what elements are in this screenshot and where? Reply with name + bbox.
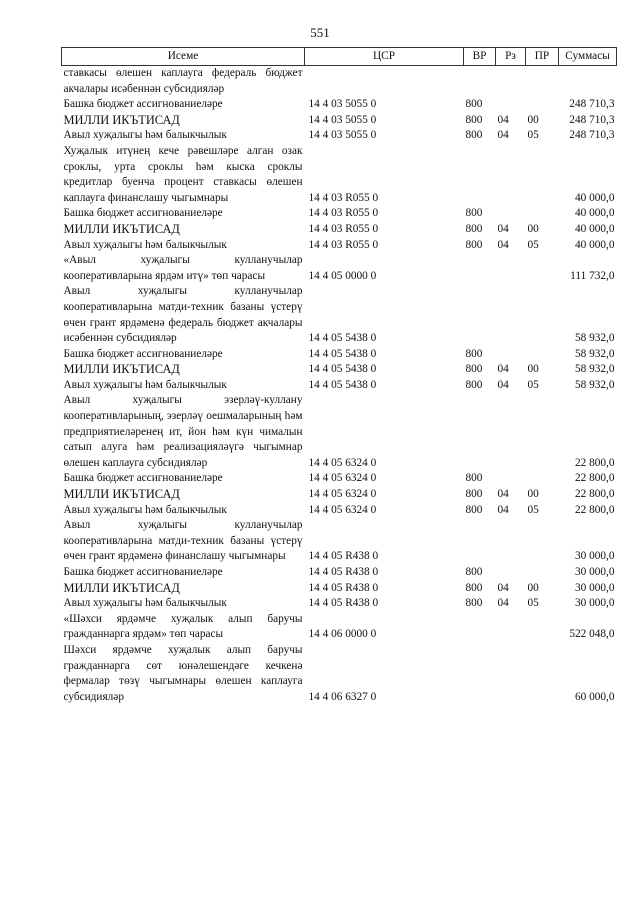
cell-vr: 800 — [465, 472, 483, 485]
table-row — [62, 487, 617, 503]
cell-name: Авыл хуҗалыгы һәм балыкчылык — [63, 129, 227, 142]
cell-pr: 00 — [527, 581, 539, 594]
cell-name: ставкасы өлешен каплауга федераль бюджет акчалары исәбеннән субсидияләр — [63, 67, 303, 95]
cell-vr: 800 — [465, 503, 483, 516]
cell-rz — [496, 206, 526, 222]
table-row — [62, 643, 617, 705]
cell-rz: 04 — [497, 581, 509, 594]
cell-sum: 22 800,0 — [574, 503, 615, 516]
cell-rz — [496, 97, 526, 113]
cell-rz — [496, 144, 526, 206]
cell-rz — [496, 284, 526, 346]
cell-vr — [464, 66, 496, 98]
cell-pr — [526, 206, 559, 222]
cell-vr — [464, 253, 496, 284]
cell-csr: 14 4 05 5438 0 — [308, 332, 377, 345]
cell-name: МИЛЛИ ИКЪТИСАД — [63, 112, 180, 127]
cell-rz: 04 — [497, 488, 509, 501]
budget-table — [61, 47, 617, 705]
cell-pr — [526, 284, 559, 346]
cell-vr: 800 — [465, 129, 483, 142]
cell-vr: 800 — [465, 378, 483, 391]
cell-name: Башка бюджет ассигнованиеләре — [63, 347, 223, 360]
cell-name: Авыл хуҗалыгы һәм балыкчылык — [63, 238, 227, 251]
cell-name: Шәхси ярдәмче хуҗалык алып баручы гражданнарга сөт юнәлешендәге кечкенә фермалар төзү чыгымнары өлешен каплауга субсидияләр — [63, 643, 303, 703]
cell-pr: 05 — [527, 503, 539, 516]
cell-sum: 248 710,3 — [569, 98, 615, 111]
cell-csr: 14 4 05 5438 0 — [308, 347, 377, 360]
cell-pr: 00 — [527, 363, 539, 376]
cell-rz: 04 — [497, 113, 509, 126]
column-header-sum: Суммасы — [559, 48, 617, 66]
cell-pr — [526, 253, 559, 284]
cell-csr: 14 4 03 R055 0 — [308, 191, 379, 204]
cell-pr: 05 — [527, 238, 539, 251]
cell-sum: 58 932,0 — [574, 347, 615, 360]
cell-rz — [496, 66, 526, 98]
cell-sum: 522 048,0 — [569, 628, 615, 641]
cell-sum: 40 000,0 — [574, 191, 615, 204]
cell-vr: 800 — [465, 113, 483, 126]
cell-name: Авыл хуҗалыгы һәм балыкчылык — [63, 597, 227, 610]
cell-rz: 04 — [497, 129, 509, 142]
table-row — [62, 97, 617, 113]
cell-name: «Авыл хуҗалыгы кулланучылар кооперативларына ярдәм итү» төп чарасы — [63, 254, 303, 282]
cell-rz: 04 — [497, 222, 509, 235]
cell-sum: 248 710,3 — [569, 129, 615, 142]
cell-sum: 248 710,3 — [569, 113, 615, 126]
table-row — [62, 347, 617, 363]
cell-pr — [526, 97, 559, 113]
cell-rz — [496, 393, 526, 471]
cell-rz — [496, 643, 526, 705]
cell-vr: 800 — [465, 238, 483, 251]
cell-vr — [464, 518, 496, 565]
cell-name: Авыл хуҗалыгы һәм балыкчылык — [63, 503, 227, 516]
page-number: 551 — [310, 25, 330, 40]
cell-rz — [496, 253, 526, 284]
cell-vr: 800 — [465, 222, 483, 235]
table-row — [62, 66, 617, 98]
cell-sum: 111 732,0 — [570, 269, 615, 282]
cell-rz: 04 — [497, 378, 509, 391]
cell-name: «Шәхси ярдәмче хуҗалык алып баручы гражданнарга ярдәм» төп чарасы — [63, 612, 303, 641]
table-row — [62, 284, 617, 346]
table-row — [62, 518, 617, 565]
table-row — [62, 206, 617, 222]
table-body — [62, 66, 617, 706]
table-header-row — [62, 48, 617, 66]
cell-sum: 58 932,0 — [574, 332, 615, 345]
cell-sum: 40 000,0 — [574, 222, 615, 235]
cell-name: Авыл хуҗалыгы һәм балыкчылык — [63, 378, 227, 391]
cell-csr: 14 4 03 R055 0 — [308, 222, 379, 235]
cell-pr — [526, 393, 559, 471]
cell-csr: 14 4 03 5055 0 — [308, 129, 377, 142]
cell-sum: 58 932,0 — [574, 363, 615, 376]
table-row — [62, 253, 617, 284]
cell-rz — [496, 471, 526, 487]
cell-name: Хуҗалык итүнең кече рәвешләре алган озак сроклы, урта сроклы һәм кыска сроклы кредитлар буенча процент ставкасы өлешен каплауга финанслашу чыгымнары — [63, 144, 303, 204]
cell-pr — [526, 347, 559, 363]
cell-vr: 800 — [465, 207, 483, 220]
cell-csr: 14 4 06 6327 0 — [308, 690, 377, 703]
cell-rz — [496, 347, 526, 363]
cell-name: Авыл хуҗалыгы эзерләү-куллану кооперативларының, эзерләү оешмаларының һәм предприятиеләренең ит, йон һәм күн чималын сатып алуга һәм реализацияләүгә чыгымнар өлешен каплауга субсидияләр — [63, 394, 303, 469]
cell-vr — [464, 393, 496, 471]
cell-vr: 800 — [465, 347, 483, 360]
cell-sum: 30 000,0 — [574, 597, 615, 610]
table-row — [62, 596, 617, 612]
table-row — [62, 362, 617, 378]
cell-pr — [526, 471, 559, 487]
cell-name: Башка бюджет ассигнованиеләре — [63, 566, 223, 578]
table-row — [62, 471, 617, 487]
cell-pr: 05 — [527, 129, 539, 142]
cell-name: МИЛЛИ ИКЪТИСАД — [63, 221, 180, 236]
cell-csr: 14 4 06 0000 0 — [308, 628, 377, 641]
cell-sum: 30 000,0 — [574, 581, 615, 594]
cell-rz: 04 — [497, 597, 509, 610]
cell-vr — [464, 612, 496, 643]
cell-rz: 04 — [497, 363, 509, 376]
cell-sum: 30 000,0 — [574, 550, 615, 563]
cell-name: МИЛЛИ ИКЪТИСАД — [63, 362, 180, 377]
table-row — [62, 144, 617, 206]
cell-rz: 04 — [497, 503, 509, 516]
cell-csr: 14 4 05 R438 0 — [308, 566, 379, 578]
cell-rz: 04 — [497, 238, 509, 251]
table-row — [62, 222, 617, 238]
table-row — [62, 128, 617, 144]
cell-pr — [526, 643, 559, 705]
table-row — [62, 113, 617, 129]
cell-sum: 60 000,0 — [574, 690, 615, 703]
cell-csr: 14 4 05 6324 0 — [308, 503, 377, 516]
cell-rz — [496, 518, 526, 565]
cell-csr: 14 4 05 R438 0 — [308, 550, 379, 563]
cell-sum: 40 000,0 — [574, 238, 615, 251]
column-header-name: Исеме — [62, 48, 305, 66]
cell-csr: 14 4 05 R438 0 — [308, 581, 379, 594]
cell-vr: 800 — [465, 566, 483, 578]
cell-pr: 05 — [527, 378, 539, 391]
cell-pr — [526, 565, 559, 581]
cell-name: Башка бюджет ассигнованиеләре — [63, 207, 223, 220]
cell-csr: 14 4 03 5055 0 — [308, 113, 377, 126]
cell-sum — [559, 66, 617, 98]
table-row — [62, 565, 617, 581]
cell-csr — [305, 66, 464, 98]
cell-csr: 14 4 03 R055 0 — [308, 238, 379, 251]
cell-pr — [526, 66, 559, 98]
column-header-rz: Рз — [496, 48, 526, 66]
cell-sum: 58 932,0 — [574, 378, 615, 391]
cell-name: Авыл хуҗалыгы кулланучылар кооперативларына матди-техник базаны үстерү өчен грант ярдәменә финанслашу чыгымнары — [63, 519, 303, 563]
cell-vr: 800 — [465, 581, 483, 594]
cell-csr: 14 4 05 R438 0 — [308, 597, 379, 610]
cell-csr: 14 4 05 5438 0 — [308, 378, 377, 391]
column-header-vr: ВР — [464, 48, 496, 66]
cell-csr: 14 4 05 6324 0 — [308, 456, 377, 469]
cell-rz — [496, 565, 526, 581]
cell-name: МИЛЛИ ИКЪТИСАД — [63, 487, 180, 502]
table-row — [62, 612, 617, 643]
cell-vr: 800 — [465, 597, 483, 610]
cell-pr: 00 — [527, 222, 539, 235]
column-header-pr: ПР — [526, 48, 559, 66]
cell-pr: 05 — [527, 597, 539, 610]
table-row — [62, 503, 617, 519]
cell-sum: 22 800,0 — [574, 456, 615, 469]
cell-sum: 40 000,0 — [574, 207, 615, 220]
cell-vr — [464, 643, 496, 705]
cell-name: Башка бюджет ассигнованиеләре — [63, 98, 223, 111]
cell-sum: 22 800,0 — [574, 472, 615, 485]
cell-pr — [526, 144, 559, 206]
cell-vr: 800 — [465, 363, 483, 376]
cell-csr: 14 4 05 0000 0 — [308, 269, 377, 282]
cell-name: МИЛЛИ ИКЪТИСАД — [63, 580, 180, 595]
table-row — [62, 581, 617, 597]
cell-pr — [526, 518, 559, 565]
cell-rz — [496, 612, 526, 643]
cell-vr — [464, 284, 496, 346]
cell-csr: 14 4 05 5438 0 — [308, 363, 377, 376]
table-row — [62, 393, 617, 471]
cell-csr: 14 4 03 5055 0 — [308, 98, 377, 111]
cell-vr: 800 — [465, 488, 483, 501]
cell-csr: 14 4 05 6324 0 — [308, 472, 377, 485]
column-header-csr: ЦСР — [305, 48, 464, 66]
cell-pr: 00 — [527, 113, 539, 126]
cell-name: Башка бюджет ассигнованиеләре — [63, 472, 223, 485]
cell-sum: 22 800,0 — [574, 488, 615, 501]
cell-name: Авыл хуҗалыгы кулланучылар кооперативларына матди-техник базаны үстерү өчен грант ярдәменә федераль бюджет акчалары исәбеннән субсидияләр — [63, 285, 303, 345]
cell-pr — [526, 612, 559, 643]
cell-csr: 14 4 05 6324 0 — [308, 488, 377, 501]
table-row — [62, 238, 617, 254]
cell-sum: 30 000,0 — [574, 566, 615, 578]
cell-pr: 00 — [527, 488, 539, 501]
table-row — [62, 378, 617, 394]
cell-vr: 800 — [465, 98, 483, 111]
cell-vr — [464, 144, 496, 206]
cell-csr: 14 4 03 R055 0 — [308, 207, 379, 220]
